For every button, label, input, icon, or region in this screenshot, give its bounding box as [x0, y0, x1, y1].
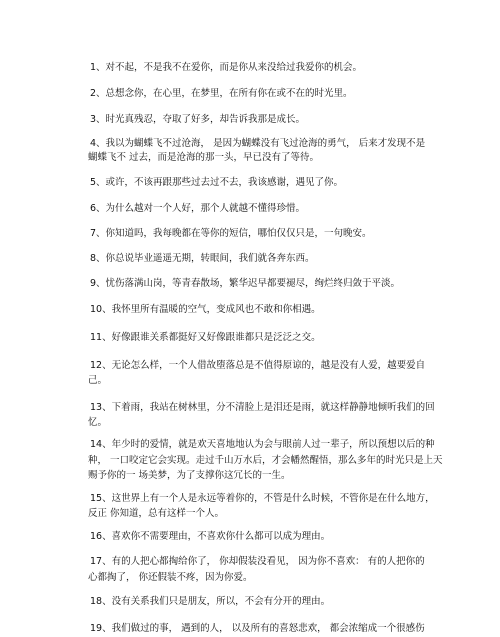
quote-line: 13、下着雨，我站在树林里，分不清脸上是泪还是雨，就这样静静地倾听我们的回 [90, 402, 435, 413]
quote-line: 7、你知道吗，我每晚都在等你的短信，哪怕仅仅只是，一句晚安。 [90, 228, 372, 239]
quote-line: 14、年少时的爱情，就是欢天喜地地认为会与眼前人过一辈子，所以预想以后的种 [90, 439, 435, 450]
quote-line: 10、我怀里所有温暖的空气，变成风也不敢和你相遇。 [90, 304, 321, 315]
quote-line: 5、或许，不该再跟那些过去过不去，我该感谢，遇见了你。 [90, 177, 344, 188]
quote-line-continued: 蝴蝶飞不 过去，而是沧海的那一头，早已没有了等待。 [88, 152, 320, 163]
quote-line-continued: 忆。 [88, 417, 108, 428]
quote-line: 4、我以为蝴蝶飞不过沧海， 是因为蝴蝶没有飞过沧海的勇气， 后来才发现不是 [90, 138, 426, 149]
quote-line: 3、时光真残忍，夺取了好多，却告诉我那是成长。 [90, 114, 306, 125]
quote-line: 1、对不起，不是我不在爱你，而是你从来没给过我爱你的机会。 [90, 62, 363, 73]
quote-line: 6、为什么越对一个人好，那个人就越不懂得珍惜。 [90, 203, 306, 214]
quote-line: 8、你总说毕业遥遥无期，转眼间，我们就各奔东西。 [90, 253, 315, 264]
quote-line-continued: 种， 一口咬定它会实现。走过千山万水后，才会幡然醒悟，那么多年的时光只是上天 [88, 455, 443, 466]
quote-line: 19、我们做过的事， 遇到的人， 以及所有的喜怒悲欢， 都会浓缩成一个很感伤 [90, 623, 425, 634]
quote-line-continued: 赐予你的一 场美梦，为了支撑你这冗长的一生。 [88, 470, 291, 481]
quote-line: 12、无论怎么样，一个人借故堕落总是不值得原谅的，越是没有人爱，越要爱自 [90, 360, 426, 371]
quote-line: 17、有的人把心都掏给你了， 你却假装没看见， 因为你不喜欢： 有的人把你的 [90, 556, 425, 567]
quote-line: 15、这世界上有一个人是永远等着你的，不管是什么时候，不管你是在什么地方， [90, 493, 435, 504]
quote-line: 18、没有关系我们只是朋友，所以，不会有分开的理由。 [90, 596, 331, 607]
quote-line: 16、喜欢你不需要理由，不喜欢你什么都可以成为理由。 [90, 531, 331, 542]
quote-line: 11、好像跟谁关系都挺好又好像跟谁都只是泛泛之交。 [90, 332, 321, 343]
quote-line: 2、总想念你，在心里，在梦里，在所有你在或不在的时光里。 [90, 88, 353, 99]
quote-line-continued: 己。 [88, 375, 108, 386]
quote-line-continued: 反正 你知道，总有这样一个人。 [88, 508, 225, 519]
quote-line: 9、忧伤落满山岗，等青春散场，繁华迟早都要褪尽，绚烂终归敛于平淡。 [90, 278, 401, 289]
quote-line-continued: 心都掏了， 你还假装不疼，因为你爱。 [88, 572, 253, 583]
